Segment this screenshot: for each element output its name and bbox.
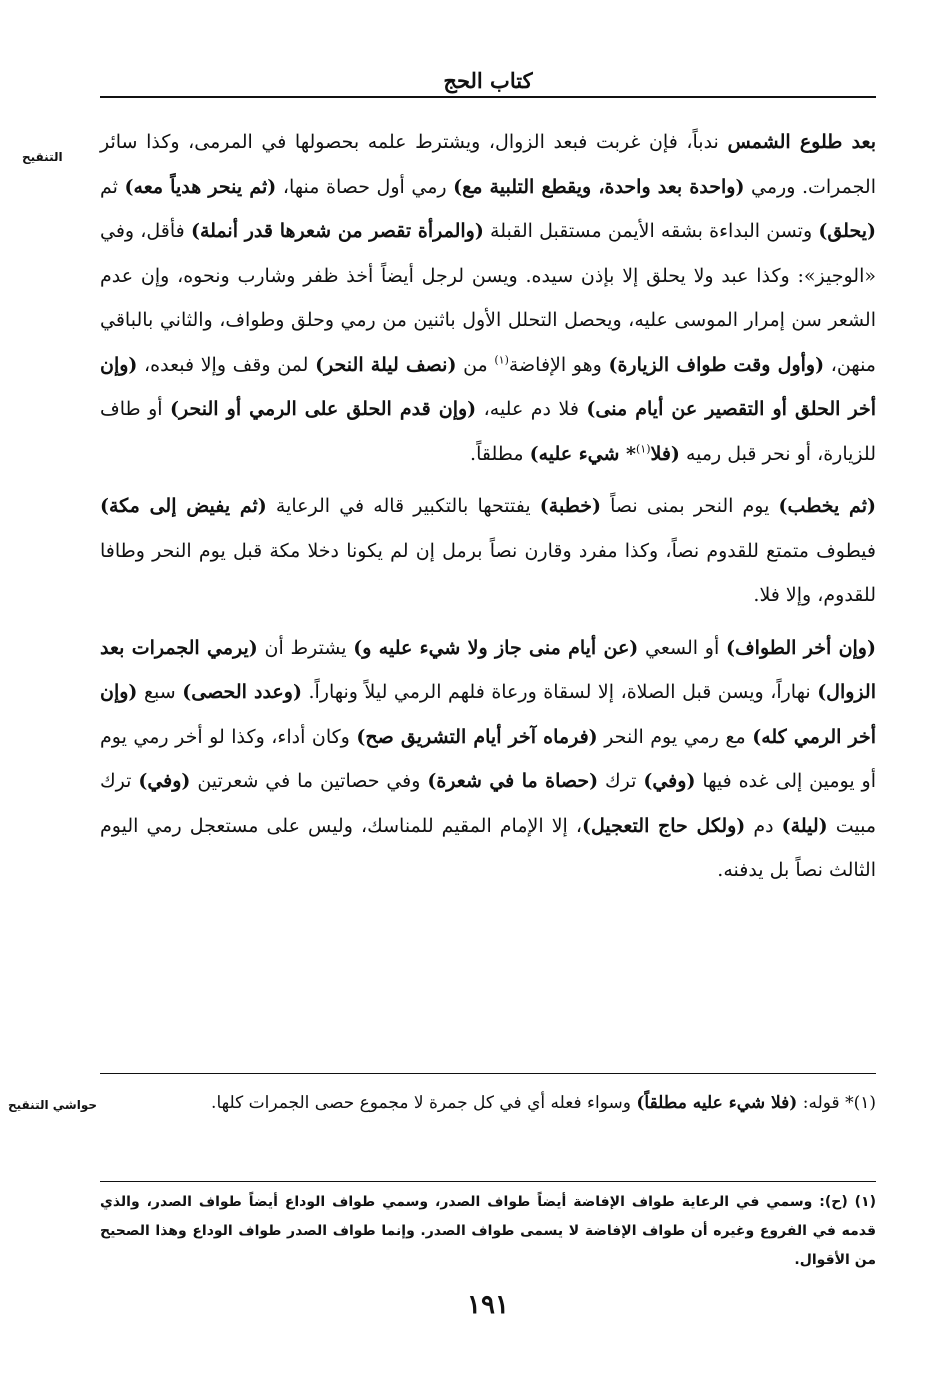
bold-matn-text: (نصف ليلة النحر) [315, 353, 457, 376]
paragraph-1 [100, 120, 876, 476]
margin-label-tanqih: التنقيح [22, 150, 63, 164]
paragraph-3 [100, 626, 876, 893]
header-rule [100, 96, 876, 98]
bold-matn-text: (ثم ينحر هدياً معه) [124, 175, 277, 198]
footnote-marker: (١) [494, 353, 509, 367]
commentary-text: مطلقاً. [470, 442, 530, 465]
bold-matn-text: (وإن قدم الحلق على الرمي أو النحر) [170, 398, 477, 420]
main-text [100, 120, 876, 893]
commentary-text: فأقل، وفي «الوجيز»: وكذا عبد ولا يحلق إلا بإذن سيده. ويسن لرجل أيضاً أخذ ظفر وشارب ونحوه، وإن عدم الشعر سن إمرار الموسى عليه، ويحصل التحلل الأول باثنين من رمي وحلق وطواف، والثاني بالباقي منهن، [100, 220, 876, 376]
bold-matn-text: (وإن أخر الرمي كله) [100, 681, 877, 748]
bold-matn-text: (واحدة بعد واحدة، ويقطع التلبية مع) [453, 175, 745, 198]
bold-matn-text: بعد طلوع الشمس [727, 131, 876, 153]
commentary-text: وفي حصاتين ما في شعرتين [190, 770, 428, 792]
bold-matn-text: (فلا شيء عليه مطلقاً) [636, 1093, 798, 1113]
commentary-text: وكان أداء، وكذا لو أخر رمي يوم أو يومين إلى غده فيها [100, 725, 876, 792]
commentary-text: رمي أول حصاة منها، [276, 175, 454, 198]
bold-matn-text: (ثم يفيض إلى مكة) [100, 495, 267, 517]
bold-matn-text: (يرمي الجمرات بعد الزوال) [100, 636, 876, 703]
paragraph-2 [100, 484, 876, 618]
commentary-text: من [456, 353, 495, 376]
footnote-1: (١) (ح): وسمي في الرعاية طواف الإفاضة أيضاً طواف الصدر، وسمي طواف الوداع أيضاً طواف الصدر، والذي قدمه في الفروع وغيره أن طواف الإفاضة لا يسمى طواف الصدر. وإنما طواف الصدر طواف الوداع وهذا الصحيح من الأقوال. [100, 1194, 876, 1268]
commentary-text: دم [745, 814, 782, 837]
commentary-text: فيطوف متمتع للقدوم نصاً، وكذا مفرد وقارن نصاً برمل إن لم يكونا دخلا مكة قبل يوم النحر وطافا للقدوم، وإلا فلا. [100, 539, 876, 606]
bold-matn-text: (فلا [650, 442, 680, 465]
commentary-text: وتسن البداءة بشقه الأيمن مستقبل القبلة [483, 220, 819, 242]
commentary-text: وسواء فعله أي في كل جمرة لا مجموع حصى الجمرات كلها. [211, 1093, 637, 1113]
bold-matn-text: (وعدد الحصى) [182, 681, 302, 703]
margin-label-hawashi: حواشي التنقيح [8, 1098, 98, 1112]
commentary-text: مع رمي يوم النحر [597, 725, 753, 748]
commentary-text: يفتتحها بالتكبير قاله في الرعاية [266, 495, 540, 517]
commentary-text: ، إلا الإمام المقيم للمناسك، وليس على مستعجل رمي اليوم الثالث نصاً بل يدفنه. [100, 814, 876, 881]
footnote-marker: (١) [635, 442, 651, 456]
commentary-text: فلا دم عليه، [476, 398, 587, 420]
bold-matn-text: (عن أيام منى جاز ولا شيء عليه و) [353, 636, 639, 659]
commentary-text: أو السعي [638, 636, 726, 659]
bold-matn-text: (خطبة) [539, 495, 601, 517]
commentary-text: لمن وقف وإلا فبعده، [137, 353, 316, 376]
page-number: ١٩١ [467, 1290, 509, 1320]
bold-matn-text: (حصاة ما في شعرة) [427, 770, 599, 792]
bold-matn-text: (ليلة) [781, 814, 828, 837]
commentary-text: ترك مبيت [100, 770, 876, 837]
commentary-text: وهو الإفاضة [508, 353, 609, 376]
commentary-text: نهاراً، ويسن قبل الصلاة، إلا لسقاة ورعاة فلهم الرمي ليلاً ونهاراً. [301, 681, 818, 703]
commentary-text: يوم النحر بمنى نصاً [601, 495, 779, 517]
bold-matn-text: (ولكل حاج التعجيل) [582, 814, 746, 837]
commentary-text: سبع [137, 681, 183, 703]
bold-matn-text: (يحلق) [818, 220, 876, 242]
commentary-text: ترك [598, 770, 644, 792]
bold-matn-text: (وفي) [138, 770, 191, 792]
running-header-title: كتاب الحج [443, 68, 533, 93]
footnote-separator [100, 1181, 876, 1182]
commentary-text: أو طاف للزيارة، أو نحر قبل رميه [100, 398, 876, 465]
bold-matn-text: (ثم يخطب) [778, 495, 876, 517]
hawashi-separator [100, 1073, 876, 1074]
commentary-text: ندباً، فإن غربت فبعد الزوال، ويشترط علمه بحصولها في المرمى، وكذا سائر الجمرات. ورمي [100, 131, 876, 198]
bold-matn-text: (وأول وقت طواف الزيارة) [608, 353, 825, 376]
bold-matn-text: * شيء عليه) [529, 442, 636, 465]
commentary-text: (١)* قوله: [797, 1093, 876, 1113]
bold-matn-text: (وإن أخر الطواف) [726, 636, 876, 659]
bold-matn-text: (وفي) [643, 770, 696, 792]
commentary-text: ثم [100, 175, 125, 198]
hawashi-footnote [100, 1083, 876, 1123]
bold-matn-text: (فرماه آخر أيام التشريق صح) [356, 725, 598, 748]
bold-matn-text: (والمرأة تقصر من شعرها قدر أنملة) [190, 220, 484, 242]
commentary-text: يشترط أن [257, 636, 354, 659]
bold-matn-text: (وإن أخر الحلق أو التقصير عن أيام منى) [100, 353, 876, 420]
